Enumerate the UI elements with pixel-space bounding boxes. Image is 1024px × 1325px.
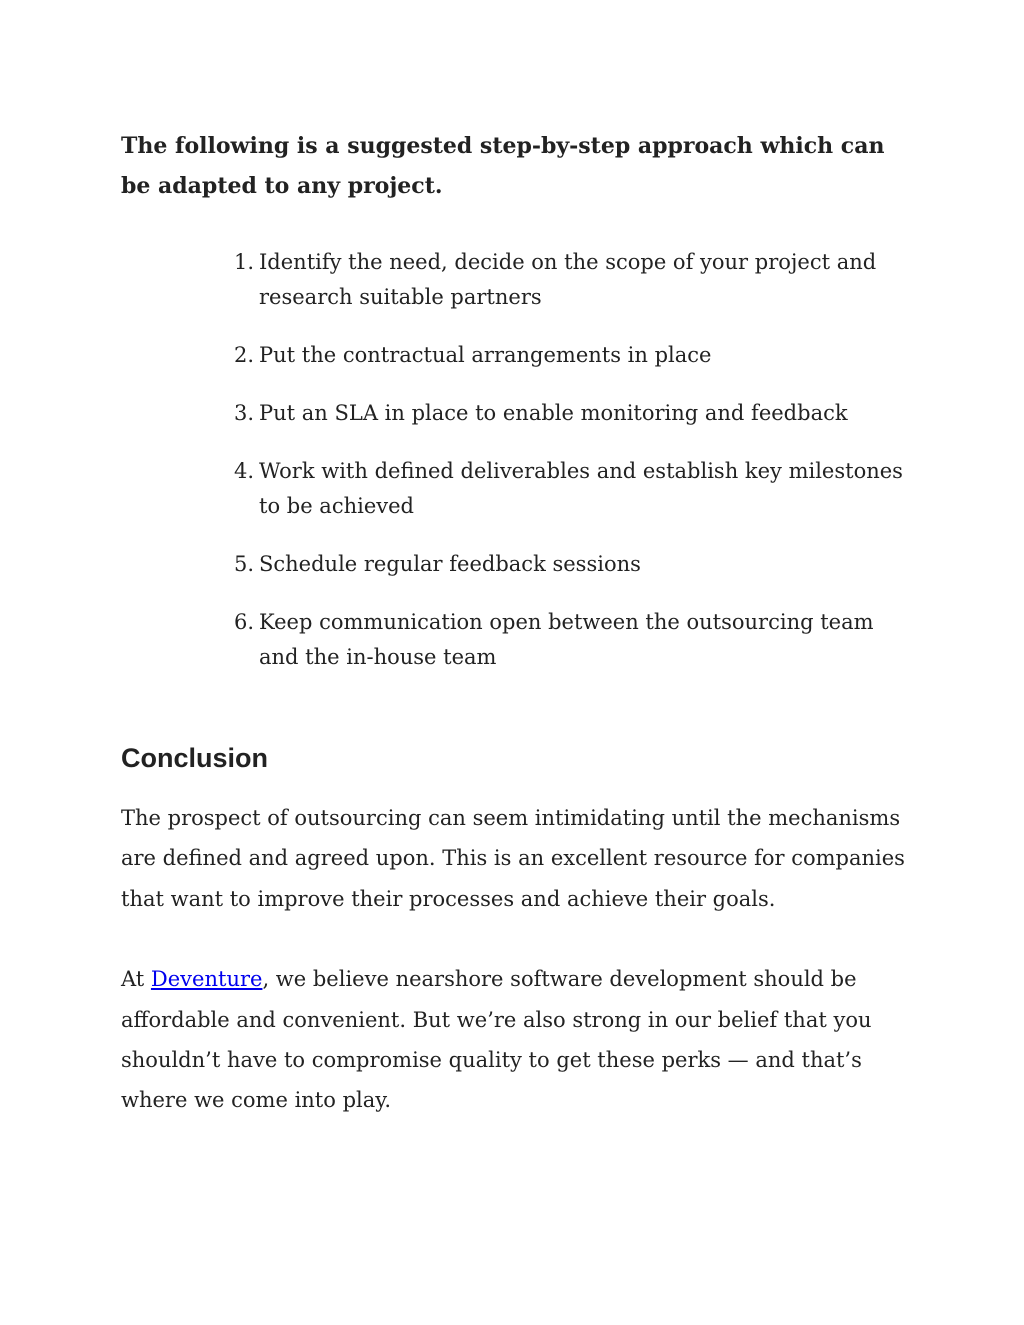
conclusion-heading: Conclusion [121,743,268,773]
step-text: Identify the need, decide on the scope of your project and research suitable partners [259,250,877,309]
list-item [224,454,911,524]
company-paragraph [121,959,911,1121]
step-number: 4. [233,459,254,483]
paragraph-prefix: At [121,967,151,992]
step-text: Put the contractual arrangements in place [259,343,712,367]
step-number: 6. [233,610,254,634]
step-number: 2. [233,343,254,367]
list-item [224,547,911,582]
step-number: 3. [233,401,254,425]
step-number: 1. [233,250,254,274]
conclusion-paragraph: The prospect of outsourcing can seem intimidating until the mechanisms are defined and agreed upon. This is an excellent resource for companies that want to improve their processes and achieve their goals. [121,806,905,911]
step-text: Schedule regular feedback sessions [259,552,641,576]
step-text: Keep communication open between the outsourcing team and the in-house team [259,610,874,669]
step-text: Put an SLA in place to enable monitoring and feedback [259,401,848,425]
list-item [224,338,911,373]
step-number: 5. [233,552,254,576]
document-page [121,126,911,1121]
step-text: Work with defined deliverables and establish key milestones to be achieved [259,459,903,518]
list-item [224,245,911,315]
intro-text: The following is a suggested step-by-step approach which can be adapted to any project. [121,133,885,199]
list-item [224,605,911,675]
list-item [224,396,911,431]
paragraph-suffix: , we believe nearshore software development should be affordable and convenient. But we’re also strong in our belief that you shouldn’t have to compromise quality to get these perks — and that’s where we come into play. [121,967,872,1113]
steps-list [121,245,911,675]
deventure-link[interactable]: Deventure [150,967,263,992]
